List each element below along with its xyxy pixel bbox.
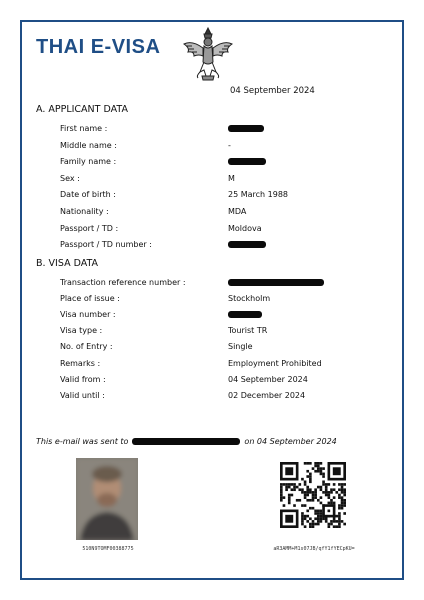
applicant-field-row: [60, 224, 380, 236]
applicant-field-value: 25 March 1988: [228, 190, 289, 200]
visa-field-row: [60, 278, 380, 290]
applicant-field-label: Date of birth :: [60, 190, 116, 200]
applicant-field-value: M: [228, 173, 235, 183]
issue-date: 04 September 2024: [230, 86, 315, 96]
applicant-field-label: Middle name :: [60, 140, 117, 150]
visa-field-label: Transaction reference number :: [60, 278, 186, 287]
visa-field-value: 02 December 2024: [228, 390, 306, 400]
visa-field-row: [60, 326, 380, 338]
applicant-field-label: Passport / TD :: [60, 223, 119, 233]
qr-code: [280, 462, 346, 528]
applicant-field-value: -: [228, 140, 231, 150]
redacted-value: [228, 240, 266, 249]
qr-reference-code: aR3AMM+M1s07JB/qfY1fYECpKU=: [273, 546, 355, 552]
redacted-email: [132, 438, 240, 445]
visa-field-value: Tourist TR: [228, 326, 268, 336]
applicant-field-label: Nationality :: [60, 207, 109, 216]
visa-field-value: Single: [228, 342, 253, 352]
visa-field-row: [60, 391, 380, 403]
visa-field-label: Place of issue :: [60, 294, 120, 304]
visa-field-label: Valid until :: [60, 390, 105, 400]
visa-field-value: 04 September 2024: [228, 374, 308, 384]
redacted-value: [228, 278, 324, 287]
visa-field-label: Valid from :: [60, 374, 106, 384]
visa-field-row: [60, 294, 380, 306]
applicant-field-row: [60, 207, 380, 219]
section-heading-applicant: A. APPLICANT DATA: [36, 104, 128, 115]
applicant-field-row: [60, 174, 380, 186]
applicant-field-row: [60, 240, 380, 252]
visa-field-label: Visa number :: [60, 310, 116, 320]
visa-field-label: Remarks :: [60, 358, 101, 368]
visa-field-label: No. of Entry :: [60, 342, 113, 352]
applicant-field-value: MDA: [228, 207, 247, 216]
redaction-bar: [228, 158, 266, 165]
visa-field-value: Employment Prohibited: [228, 358, 322, 368]
visa-field-row: [60, 342, 380, 354]
garuda-emblem-icon: [180, 24, 236, 82]
applicant-field-row: [60, 157, 380, 169]
email-suffix: on 04 September 2024: [244, 437, 337, 446]
applicant-field-label: First name :: [60, 124, 108, 133]
redaction-bar: [228, 279, 324, 286]
applicant-field-row: [60, 190, 380, 202]
applicant-field-label: Passport / TD number :: [60, 240, 152, 250]
redaction-bar: [228, 311, 262, 318]
applicant-field-row: [60, 124, 380, 136]
applicant-field-value: Moldova: [228, 223, 262, 233]
visa-field-row: [60, 375, 380, 387]
section-heading-visa: B. VISA DATA: [36, 258, 99, 269]
redaction-bar: [228, 241, 266, 248]
applicant-photo: [76, 458, 138, 540]
applicant-field-row: [60, 141, 380, 153]
applicant-field-label: Sex :: [60, 173, 80, 183]
redacted-value: [228, 124, 264, 133]
applicant-field-label: Family name :: [60, 157, 117, 167]
email-prefix: This e-mail was sent to: [36, 437, 129, 446]
redaction-bar: [228, 125, 264, 132]
visa-field-row: [60, 310, 380, 322]
photo-reference-code: 510N9TOMF00388775: [82, 546, 134, 552]
redacted-value: [228, 310, 262, 319]
visa-field-value: Stockholm: [228, 294, 271, 304]
email-notice: [36, 437, 337, 446]
redacted-value: [228, 157, 266, 166]
visa-field-label: Visa type :: [60, 326, 103, 336]
visa-field-row: [60, 359, 380, 371]
document-title: THAI E-VISA: [36, 36, 161, 58]
